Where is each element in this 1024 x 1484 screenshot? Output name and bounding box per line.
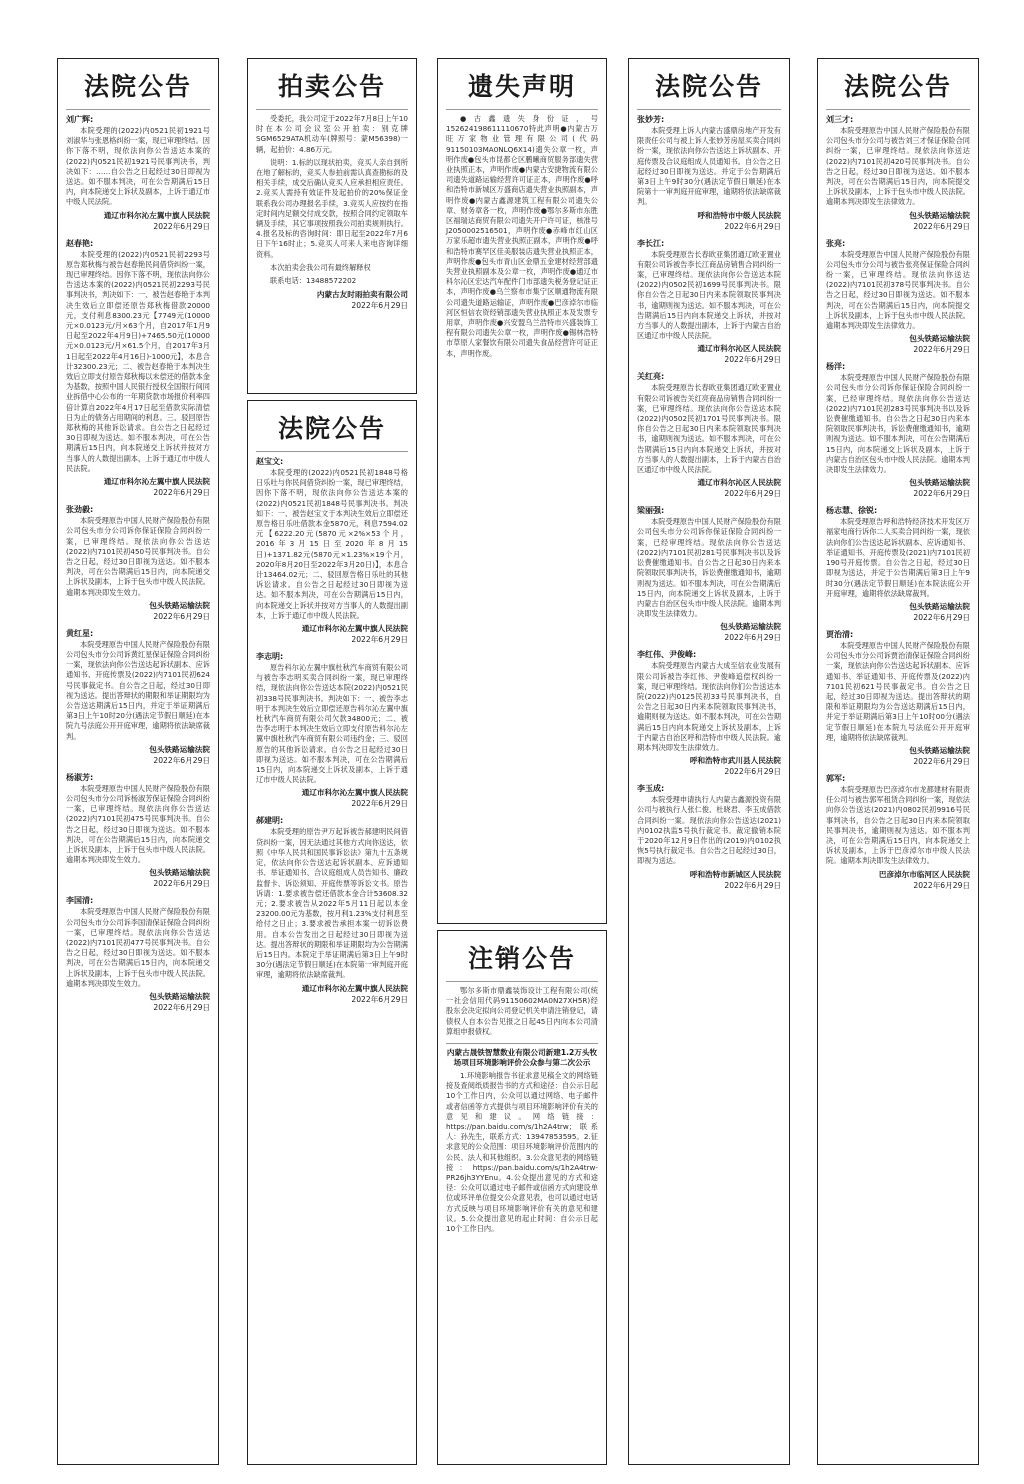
notice-date: 2022年6月29日 — [724, 633, 781, 643]
notice-body: 本院受理原告中国人民财产保险股份有限公司包头市分公司诉李国清保证保险合同纠纷一案，已审理终结。现依法向你公告送达(2022)内7101民初477号民事判决书。自公告之日起，经过30日即视为送达。如不服本判决，可在公告期满后15日内，向本院递交上诉状及副本，上诉于包头市中级人民法院。逾期本判决即发生效力。 — [66, 907, 210, 988]
notice-body: 本院受理的(2022)内0521民初1921号刘淑华与张恩格纠纷一案，现已审理终结。因你下落不明，现依法向你公告送达本案的(2022)内0521民初1921号民事判决书，判决如下：……自公告之日起经过30日即视为送达。如不服本判决，可在公告期满后15日内，向本院递交上诉状及副本，上诉于通辽市中级人民法院。 — [66, 126, 210, 207]
notice-body: 原告科尔沁左翼中旗杜秋汽车商贸有限公司与被告李志明买卖合同纠纷一案，现已审理终结，现依法向你公告送达本院(2022)内0521民初338号民事判决书。判决如下：一、被告李志明于本判决生效后立即偿还原告科尔沁左翼中旗杜秋汽车商贸有限公司欠款34800元；二、被告李志明于本判决生效后立即支付原告科尔沁左翼中旗杜秋汽车商贸有限公司违约金；三、驳回原告的其他诉讼请求。自公告之日起经过30日即视为送达。如不服本判决，可在公告期满后15日内，向本院递交上诉状及副本，上诉于通辽市中级人民法院。 — [256, 663, 408, 785]
notice-body: 本院受理的原告尹万起诉被告郝建明民间借贷纠纷一案，因无法通过其他方式向你送达，依照《中华人民共和国民事诉讼法》第九十五条规定，依法向你公告送达起诉状副本、应诉通知书、举证通知书、合议庭组成人员告知书、廉政监督卡、诉讼须知、开庭传票等诉讼文书。原告诉请：1.要求被告偿还借款本金合计53608.32元；2.要求被告从2022年5月11日起以本金23200.00元为基数，按月利1.23%支付利息至给付之日止；3.要求被告承担本案一切诉讼费用。自本公告发出之日起经过30日即视为送达。提出答辩状的期限和举证期限均为公告期满后15日内。本院定于举证期满后第3日上午9时30分(遇法定节假日顺延)在本院第一审判庭开庭审理，逾期将依法缺席裁判。 — [256, 827, 408, 980]
court-notice-heading: 法院公告 — [256, 407, 408, 452]
notice-addressee: 刘三才: — [826, 115, 854, 124]
notice-item — [826, 505, 970, 623]
notice-date: 2022年6月29日 — [724, 355, 781, 365]
notice-court: 通辽市科尔沁左翼中旗人民法院 — [301, 788, 408, 798]
notice-item — [637, 371, 781, 499]
notice-date: 2022年6月29日 — [913, 489, 970, 499]
notice-item — [66, 895, 210, 1013]
notice-item — [826, 238, 970, 356]
cancel-notice-heading: 注销公告 — [446, 937, 598, 982]
notice-body: 本院受理原告巴彦淖尔市龙都建材有限责任公司与被告郭军租赁合同纠纷一案，现依法向你公告送达(2021)内0802民初9916号民事判决书，自公告之日起30日内来本院领取民事判决书，逾期则视为送达。如不服本判决，可在公告期满后15日内，向本院递交上诉状及副本，上诉于巴彦淖尔市中级人民法院。逾期本判决即发生法律效力。 — [826, 784, 970, 866]
notice-addressee: 郝建明: — [256, 816, 284, 826]
notice-addressee: 李志明: — [256, 652, 284, 662]
notice-court: 通辽市科尔沁区人民法院 — [697, 478, 781, 488]
auction-company: 内蒙古友时雨拍卖有限公司 — [316, 290, 408, 300]
notice-list — [66, 114, 210, 1013]
auction-paragraph: 受委托，我公司定于2022年7月8日上午10时在本公司会议室公开拍卖：别克牌SGM6529ATA机动车(牌照号：蒙M56398)一辆，起拍价：4.86万元。 — [256, 114, 408, 154]
notice-addressee: 李长江: — [637, 238, 665, 248]
notice-court: 包头铁路运输法院 — [909, 745, 970, 755]
notice-item — [256, 456, 408, 645]
notice-addressee: 李红伟、尹俊峰: — [637, 650, 697, 660]
notice-addressee: 张劲毅: — [66, 505, 94, 515]
notice-item — [637, 505, 781, 643]
notice-item — [256, 815, 408, 1004]
notice-body: 本院受理上诉人内蒙古盛鼎房地产开发有限责任公司与被上诉人张妙芳房屋买卖合同纠纷一案，现依法向你公告送达上诉状副本、开庭传票及合议庭组成人员通知书。自公告之日起经过30日即视为送达。并定于公告期满后第3日上午9时30分(遇法定节假日顺延)在本院第十一审判庭开庭审理，逾期将依法缺席裁判。 — [637, 126, 781, 207]
notice-body: 本院受理原告中国人民财产保险股份有限公司包头市分公司诉你保证保险合同纠纷一案，已经审理终结。现依法向你公告送达(2022)内7101民初283号民事判决书以及诉讼费催缴通知书。自公告之日起30日内来本院领取民事判决书，诉讼费催缴通知书，逾期则视为送达。如不服本判决，可在公告期满后15日内，向本院递交上诉状及副本，上诉于内蒙古自治区包头市中级人民法院。逾期本判决即发生法律效力。 — [826, 373, 970, 475]
notice-court: 包头铁路运输法院 — [149, 868, 210, 878]
notice-court: 包头铁路运输法院 — [149, 992, 210, 1001]
notice-date: 2022年6月29日 — [724, 880, 781, 890]
auction-date: 2022年6月29日 — [351, 301, 408, 311]
auction-notice-body — [256, 114, 408, 286]
notice-body: 本院受理申请执行人内蒙古鑫源投资有限公司与被执行人张仁俊、杜晓君、李玉成借款合同纠纷一案。现依法向你公告送达(2021)内0102执监5号执行裁定书。裁定撤销本院于2020年12月9日作出的(2019)内0102执恢5号执行裁定书。自公告之日起经过30日，即视为送达。 — [637, 795, 781, 866]
notice-date: 2022年6月29日 — [153, 221, 210, 231]
notice-item — [66, 238, 210, 498]
cancel-notice-box — [437, 930, 607, 1465]
auction-paragraph: 本次拍卖会我公司有最终解释权 — [270, 262, 371, 272]
notice-list — [637, 114, 781, 891]
notice-item — [637, 238, 781, 366]
notice-date: 2022年6月29日 — [153, 755, 210, 765]
notice-addressee: 赵宝文: — [256, 457, 284, 466]
eia-notice-title: 内蒙古晟铁智慧数业有限公司新建1.2万头牧场项目环境影响评价公众参与第二次公示 — [446, 1048, 598, 1068]
notice-body: 本院受理原告呼和浩特经济技术开发区万福家电商行诉你二人买卖合同纠纷一案，现依法向你们公告送达起诉状副本、应诉通知书、举证通知书、开庭传票及(2021)内7101民初190号开庭传票。自公告之日起，经过30日即视为送达，并定于公告期满后第3日上午9时30分(遇法定节假日顺延)在本院法庭公开开庭审理，逾期将依法缺席裁判。 — [826, 517, 970, 598]
notice-body: 本院受理原告长春欧亚集团通辽欧亚置业有限公司诉被告关红亮商品房销售合同纠纷一案，已审理终结。现依法向你公告送达本院(2022)内0502民初1701号民事判决书。限你自公告之日起30日内来本院领取民事判决书，逾期则视为送达。如不服本判决，可在公告期满后15日内向本院递交上诉状，并按对方当事人的人数提出副本，上诉于内蒙古自治区通辽市中级人民法院。 — [637, 383, 781, 475]
notice-court: 通辽市科尔沁左翼中旗人民法院 — [103, 477, 210, 487]
notice-court: 通辽市科尔沁区人民法院 — [697, 344, 781, 354]
notice-date: 2022年6月29日 — [913, 612, 970, 622]
notice-court: 通辽市科尔沁左翼中旗人民法院 — [301, 624, 408, 634]
notice-court: 包头铁路运输法院 — [909, 478, 970, 488]
notice-addressee: 杨淑芳: — [66, 772, 94, 782]
notice-body: 本院受理原告中国人民财产保险股份有限公司包头市分公司诉你保证保险合同纠纷一案，已审理终结。现依法向你公告送达(2022)内7101民初450号民事判决书。自公告之日起，经过30日即视为送达。如不服本判决，可在公告期满后15日内，向本院递交上诉状及副本，上诉于包头市中级人民法院。逾期本判决即发生效力。 — [66, 516, 210, 597]
notice-body: 本院受理原告内蒙古大成至信农业发展有限公司诉被告李红伟、尹俊峰追偿权纠纷一案，现已审理终结。现依法向你们公告送达本院(2022)内0125民初33号民事判决书，自公告之日起30日内来本院领取民事判决书，逾期则视为送达。如不服本判决，可在公告期满后15日内向本院递交上诉状及副本，上诉于内蒙古自治区呼和浩特市中级人民法院。逾期本判决即发生法律效力。 — [637, 661, 781, 752]
notice-court: 呼和浩特市中级人民法院 — [697, 210, 781, 220]
notice-body: 本院受理原告中国人民财产保险股份有限公司包头市分公司与被告张亮保证保险合同纠纷一案，已审理终结。现依法向你送达(2022)内7101民初378号民事判决书。自公告之日起，经过30日即视为送达。如不服本判决，可在公告期满后15日内，向本院提交上诉状及副本，上诉于包头市中级人民法院。逾期本判决即发生法律效力。 — [826, 249, 970, 331]
notice-addressee: 关红亮: — [637, 372, 665, 382]
notice-addressee: 杨洋: — [826, 362, 846, 372]
notice-body: 本院受理原告中国人民财产保险股份有限公司包头市分公司与被告刘三才保证保险合同纠纷一案，已审理终结。现依法向你送达(2022)内7101民初420号民事判决书。自公告之日起，经过30日即视为送达。如不服本判决，可在公告期满后15日内，向本院提交上诉状及副本，上诉于包头市中级人民法院。逾期本判决即发生法律效力。 — [826, 126, 970, 207]
notice-addressee: 赵春艳: — [66, 238, 94, 248]
notice-date: 2022年6月29日 — [153, 879, 210, 889]
notice-list — [256, 456, 408, 1005]
notice-court: 包头铁路运输法院 — [909, 210, 970, 220]
court-notice-heading: 法院公告 — [826, 65, 970, 110]
auction-paragraph: 说明：1.标的以现状拍卖，竞买人亲自到所在地了解标的，竞买人参拍前需认真查勘标的及相关手续，成交后确认竞买人应承担相应责任。2.竞买人需持有效证件及起拍价的20%保证金联系我公司办理报名手续，3.竞买人应按约在指定时间内足额交付成交款，按照合同约定领取车辆及手续，其它事项按照我公司拍卖规则执行。4.报名及标的咨询时间：即日起至2022年7月6日下午16时止；5.竞买人可来人来电咨询详细资料。 — [256, 157, 408, 259]
cancel-notice-body: 鄂尔多斯市鼎鑫装饰设计工程有限公司(统一社会信用代码91150602MA0N27XH5R)经股东会决定拟向公司登记机关申请注销登记，请债权人自本公告见报之日起45日内向本公司清算组申报债权。 — [446, 986, 598, 1036]
notice-item — [826, 361, 970, 499]
lost-notice-body: ●古鑫遗失身份证，号152624198611110670特此声明●内蒙古万旺万家物业管理有限公司(代码91150103MA0NLQ6X14)遗失公章一枚，声明作废●包头市昆都仑区鹏曦商贸服务部遗失营业执照正本，声明作废●内蒙古安捷物流有限公司遗失道路运输经营许可证正本，声明作废●呼和浩特市新城区万盛商店遗失营业执照副本，声明作废●内蒙古鑫源建筑工程有限公司遗失公章、财务章各一枚，声明作废●鄂尔多斯市东胜区福瑞达商贸有限公司遗失开户许可证，核准号J2050002516501，声明作废●赤峰市红山区万家乐超市遗失营业执照正副本，声明作废●呼和浩特市赛罕区佳美服装店遗失营业执照正本，声明作废●包头市青山区金鼎五金建材经营部遗失营业执照副本及公章一枚，声明作废●通辽市科尔沁区宏达汽车配件门市部遗失税务登记证正本，声明作废●乌兰察布市集宁区顺通物流有限公司遗失道路运输证，声明作废●巴彦淖尔市临河区恒信农资经销部遗失营业执照正本及发票专用章，声明作废●兴安盟乌兰浩特市兴盛装饰工程有限公司遗失公章一枚，声明作废●锡林浩特市草原人家餐饮有限公司遗失食品经营许可证正本，声明作废。 — [446, 114, 598, 358]
notice-addressee: 贾治清: — [826, 629, 854, 639]
notice-item — [826, 114, 970, 232]
notice-body: 本院受理原告中国人民财产保险股份有限公司包头市分公司诉你保证保险合同纠纷一案，已经审理终结。现依法向你公告送达(2022)内7101民初281号民事判决书以及诉讼费催缴通知书。自公告之日起30日内来本院领取民事判决书，诉讼费催缴通知书，逾期则视为送达。如不服本判决，可在公告期满后15日内，向本院递交上诉状及副本，上诉于内蒙古自治区包头市中级人民法院。逾期本判决即发生法律效力。 — [637, 517, 781, 619]
auction-paragraph: 联系电话：13488572202 — [270, 276, 357, 286]
notice-date: 2022年6月29日 — [913, 345, 970, 355]
notice-court: 通辽市科尔沁左翼中旗人民法院 — [103, 210, 210, 220]
notice-addressee: 黄红星: — [66, 628, 94, 638]
notice-addressee: 刘广辉: — [66, 115, 94, 124]
auction-and-court-column — [247, 58, 417, 1465]
notice-item — [66, 772, 210, 890]
notice-item — [66, 628, 210, 766]
notice-date: 2022年6月29日 — [153, 488, 210, 498]
notice-date: 2022年6月29日 — [724, 489, 781, 499]
notice-court: 包头铁路运输法院 — [149, 744, 210, 754]
notice-addressee: 杨志慧、徐锐: — [826, 506, 878, 516]
eia-notice-body: 1.环境影响报告书征求意见稿全文的网络链接及查阅纸质报告书的方式和途径：自公示日起10个工作日内，公众可以通过网络、电子邮件或者信函等方式提供与项目环境影响评价有关的意见和建议。网络链接：https://pan.baidu.com/s/1h2A4trw；联系人：孙先生，联系方式：13947853595。2.征求意见的公众范围：项目环境影响评价范围内的公民、法人和其他组织。3.公众意见表的网络链接：https://pan.baidu.com/s/1h2A4trw-PR26jh3YYEnu。4.公众提出意见的方式和途径：公众可以通过电子邮件或信函方式向建设单位或环评单位提交公众意见表，也可以通过电话方式反映与项目环境影响评价有关的意见和建议。5.公众提出意见的起止时间：自公示日起10个工作日内。 — [446, 1071, 598, 1234]
notice-date: 2022年6月29日 — [153, 611, 210, 621]
notice-addressee: 李国清: — [66, 896, 94, 906]
notice-list — [826, 114, 970, 891]
notice-body: 本院受理原告中国人民财产保险股份有限公司包头市分公司诉黄红星保证保险合同纠纷一案，现依法向你公告送达起诉状副本、应诉通知书、开庭传票及(2022)内7101民初624号民事裁定书。自公告之日起，经过30日即视为送达。提出答辩状的期限和举证期限均为公告送达期满后15日内，并定于举证期满后第3日上午10时20分(遇法定节假日顺延)在本院九号法庭公开开庭审理，逾期将依法缺席裁判。 — [66, 639, 210, 741]
notice-date: 2022年6月29日 — [351, 635, 408, 645]
notice-court: 通辽市科尔沁左翼中旗人民法院 — [301, 983, 408, 993]
notice-court: 包头铁路运输法院 — [909, 601, 970, 611]
notice-date: 2022年6月29日 — [724, 221, 781, 231]
notice-addressee: 张亮: — [826, 238, 846, 248]
court-notice-column-1 — [57, 58, 219, 1465]
notice-item — [66, 504, 210, 622]
notice-item — [637, 114, 781, 232]
notice-item — [826, 629, 970, 767]
notice-date: 2022年6月29日 — [351, 799, 408, 809]
notice-body: 本院受理的(2022)内0521民初1848号格日乐吐与你民间借贷纠纷一案，现已审理终结，因你下落不明，现依法向你公告送达本案的(2022)内0521民初1848号民事判决书。判决如下：一、被告赵宝文于本判决生效后立即偿还原告格日乐吐借款本金5870元，利息7594.02元【6222.20元(5870元×2%×53个月，2016年3月15日至2020年8月15日)+1371.82元(5870元×1.23%×19个月，2020年8月20日至2022年3月20日)】，本息合计13464.02元；二、驳回原告格日乐吐的其他诉讼请求。自公告之日起经过30日即视为送达。如不服本判决，可在公告期满后15日内，向本院递交上诉状并按对方当事人的人数提出副本，上诉于通辽市中级人民法院。 — [256, 468, 408, 620]
notice-date: 2022年6月29日 — [351, 994, 408, 1004]
notice-court: 包头铁路运输法院 — [720, 622, 781, 632]
notice-court: 包头铁路运输法院 — [909, 334, 970, 344]
notice-date: 2022年6月29日 — [913, 880, 970, 890]
auction-notice-heading: 拍卖公告 — [256, 65, 408, 110]
notice-addressee: 张妙芳: — [637, 115, 665, 124]
notice-item — [66, 114, 210, 232]
lost-and-cancel-column — [437, 58, 607, 1465]
notice-court: 呼和浩特市新城区人民法院 — [689, 869, 781, 879]
notice-body: 本院受理的(2022)内0521民初2293号原告郑秋梅与被告赵春艳民间借贷纠纷一案，现已审理终结。因你下落不明，现依法向你公告送达本案的(2022)内0521民初2293号民事判决书，判决如下：一、被告赵春艳于本判决生效后立即偿还原告郑秋梅借款20000元，支付利息8300.23元【7749元(10000元×0.0123元/月×63个月，自2017年1月9日起至2022年4月9日)+7465.50元(10000元×0.0123元/月×61.5个月，自2017年3月1日起至2022年4月16日)-1000元】，本息合计32300.23元；二、被告赵春艳于本判决生效后立即支付原告郑秋梅以未偿还的借款本金为基数，按照中国人民银行授权全国银行间同业拆借中心公布的一年期贷款市场报价利率四倍计算自2022年4月17日起至借款实际清偿日为止的债务占用期间的利息。三、驳回原告郑秋梅的其他诉讼请求。自公告之日起经过30日即视为送达。如不服本判决，可在公告期满后15日内，向本院递交上诉状并按对方当事人的人数提出副本，上诉于通辽市中级人民法院。 — [66, 249, 210, 473]
notice-court: 巴彦淖尔市临河区人民法院 — [878, 869, 970, 879]
notice-addressee: 郭军: — [826, 773, 846, 783]
notice-date: 2022年6月29日 — [913, 756, 970, 766]
notice-date: 2022年6月29日 — [913, 221, 970, 231]
notice-item — [256, 651, 408, 809]
court-notice-column-5 — [817, 58, 979, 1465]
notice-court: 呼和浩特市武川县人民法院 — [689, 756, 781, 766]
lost-notice-heading: 遗失声明 — [446, 65, 598, 110]
notice-item — [826, 773, 970, 891]
court-notice-heading: 法院公告 — [637, 65, 781, 110]
court-notice-box-2 — [247, 400, 417, 1465]
notice-body: 本院受理原告中国人民财产保险股份有限公司包头市分公司诉贾治清保证保险合同纠纷一案，现依法向你公告送达起诉状副本、应诉通知书、举证通知书、开庭传票及(2022)内7101民初621号民事裁定书。自公告之日起，经过30日即视为送达。提出答辩状的期限和举证期限均为公告送达期满后15日内，并定于举证期满后第3日上午10时00分(遇法定节假日顺延)在本院九号法庭公开开庭审理，逾期将依法缺席裁判。 — [826, 640, 970, 742]
notice-addressee: 梁丽强: — [637, 506, 665, 516]
notice-date: 2022年6月29日 — [153, 1003, 210, 1012]
notice-item — [637, 783, 781, 890]
lost-notice-box — [437, 58, 607, 924]
court-notice-column-4 — [628, 58, 790, 1465]
auction-notice-box — [247, 58, 417, 394]
notice-body: 本院受理原告中国人民财产保险股份有限公司包头市分公司诉杨淑芳保证保险合同纠纷一案，已审理终结。现依法向你公告送达(2022)内7101民初475号民事判决书。自公告之日起，经过30日即视为送达。如不服本判决，可在公告期满后15日内，向本院递交上诉状及副本，上诉于包头市中级人民法院。逾期本判决即发生效力。 — [66, 783, 210, 865]
notice-date: 2022年6月29日 — [724, 767, 781, 777]
court-notice-heading: 法院公告 — [66, 65, 210, 110]
notice-body: 本院受理原告长春欧亚集团通辽欧亚置业有限公司诉被告李长江商品房销售合同纠纷一案，已审理终结。现依法向你公告送达本院(2022)内0502民初1699号民事判决书。限你自公告之日起30日内来本院领取民事判决书，逾期则视为送达。如不服本判决，可在公告期满后15日内向本院递交上诉状，并按对方当事人的人数提出副本，上诉于内蒙古自治区通辽市中级人民法院。 — [637, 249, 781, 341]
notice-court: 包头铁路运输法院 — [149, 600, 210, 610]
notice-addressee: 李玉成: — [637, 784, 665, 794]
notice-item — [637, 649, 781, 777]
